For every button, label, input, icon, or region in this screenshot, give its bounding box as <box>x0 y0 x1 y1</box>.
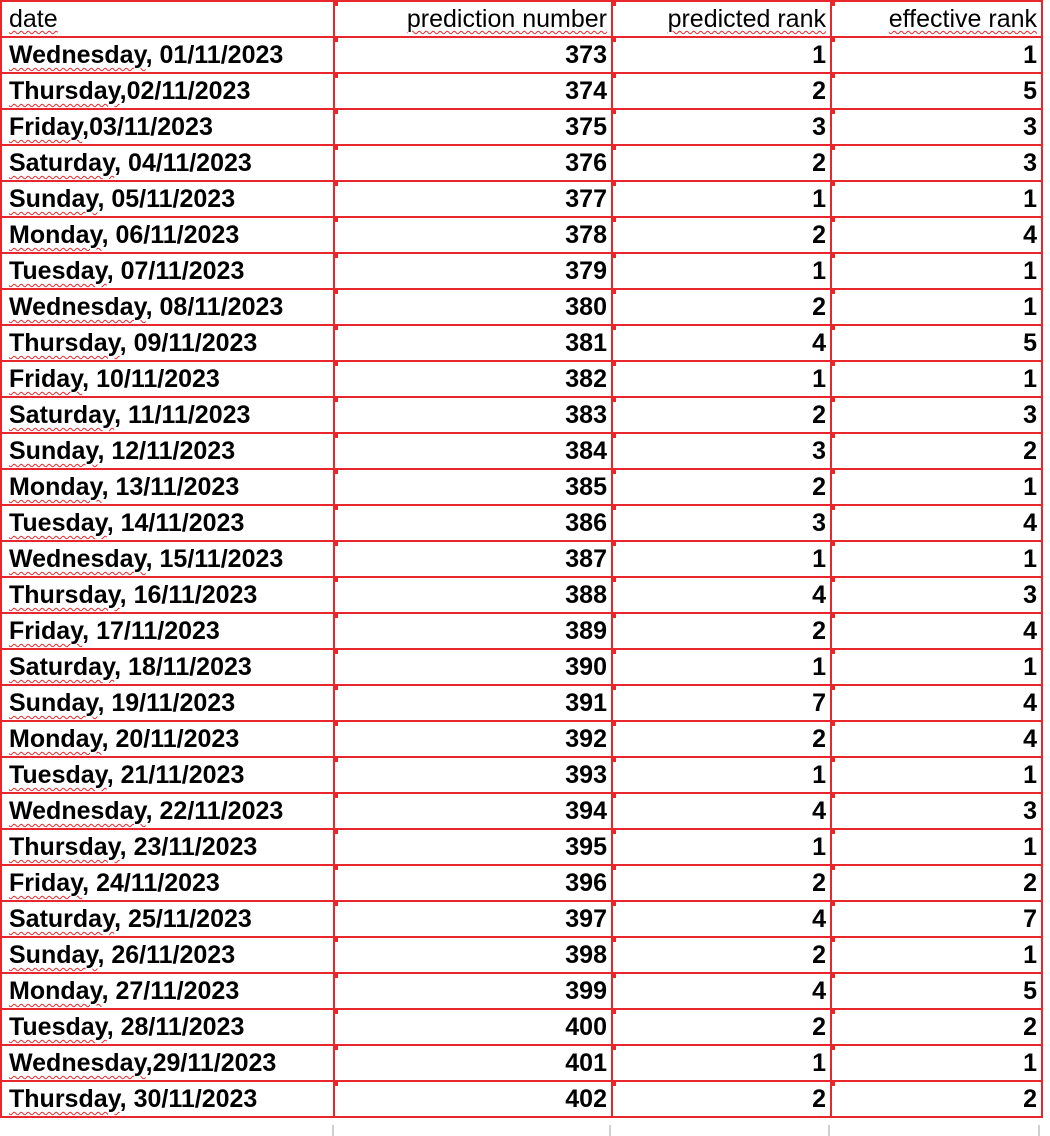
cell-date-value: 18/11/2023 <box>128 653 252 681</box>
cell-date-day: Thursday <box>9 329 120 357</box>
cell-date-day: Wednesday <box>9 41 146 69</box>
cell-prediction-number[interactable]: 386 <box>334 505 612 541</box>
cell-date-value: 30/11/2023 <box>133 1085 258 1113</box>
cell-effective-rank[interactable]: 3 <box>831 397 1042 433</box>
cell-date-value: 12/11/2023 <box>111 437 236 465</box>
cell-prediction-number[interactable]: 373 <box>334 37 612 73</box>
table-row <box>1 397 1042 433</box>
cell-predicted-rank[interactable]: 4 <box>612 325 831 361</box>
table-row <box>1 937 1042 973</box>
cell-prediction-number[interactable]: 391 <box>334 685 612 721</box>
table-row <box>1 289 1042 325</box>
cell-effective-rank[interactable]: 2 <box>831 1081 1042 1117</box>
cell-date[interactable] <box>1 505 334 541</box>
cell-date-value: 08/11/2023 <box>159 293 284 321</box>
cell-predicted-rank[interactable]: 1 <box>612 649 831 685</box>
cell-date-day: Wednesday <box>9 797 146 825</box>
cell-prediction-number[interactable]: 392 <box>334 721 612 757</box>
cell-effective-rank[interactable]: 1 <box>831 937 1042 973</box>
cell-date-value: 11/11/2023 <box>128 401 251 429</box>
cell-predicted-rank[interactable]: 2 <box>612 1009 831 1045</box>
cell-effective-rank[interactable]: 5 <box>831 325 1042 361</box>
cell-date-day: Wednesday <box>9 1049 146 1077</box>
cell-prediction-number[interactable]: 375 <box>334 109 612 145</box>
cell-date-value: 20/11/2023 <box>115 725 240 753</box>
cell-prediction-number[interactable]: 388 <box>334 577 612 613</box>
table-row <box>1 217 1042 253</box>
cell-effective-rank[interactable]: 2 <box>831 433 1042 469</box>
cell-date-separator: , <box>82 869 97 897</box>
cell-date[interactable] <box>1 541 334 577</box>
table-row <box>1 361 1042 397</box>
cell-date[interactable] <box>1 685 334 721</box>
table-row <box>1 973 1042 1009</box>
cell-date-value: 26/11/2023 <box>111 941 236 969</box>
cell-date-separator: , <box>145 797 160 825</box>
cell-date[interactable] <box>1 253 334 289</box>
table-row <box>1 649 1042 685</box>
header-prediction-number[interactable]: prediction number <box>334 1 612 37</box>
cell-date-separator: , <box>106 761 121 789</box>
table-row <box>1 1081 1042 1117</box>
header-effective-rank[interactable]: effective rank <box>831 1 1042 37</box>
cell-date-day: Saturday <box>9 905 115 933</box>
cell-prediction-number[interactable]: 385 <box>334 469 612 505</box>
cell-prediction-number[interactable]: 387 <box>334 541 612 577</box>
cell-effective-rank[interactable]: 1 <box>831 361 1042 397</box>
cell-predicted-rank[interactable]: 1 <box>612 361 831 397</box>
cell-date[interactable] <box>1 1081 334 1117</box>
cell-date-day: Tuesday <box>9 1013 107 1041</box>
cell-prediction-number[interactable]: 389 <box>334 613 612 649</box>
header-row <box>1 1 1042 37</box>
cell-date-separator: , <box>145 545 160 573</box>
cell-date-day: Sunday <box>9 185 98 213</box>
cell-date-value: 23/11/2023 <box>133 833 258 861</box>
cell-date[interactable] <box>1 721 334 757</box>
cell-predicted-rank[interactable]: 2 <box>612 289 831 325</box>
cell-date-day: Tuesday <box>9 257 107 285</box>
cell-date-value: 19/11/2023 <box>111 689 236 717</box>
cell-effective-rank[interactable]: 4 <box>831 613 1042 649</box>
cell-date-separator: , <box>101 221 116 249</box>
table-row <box>1 901 1042 937</box>
cell-date[interactable] <box>1 1045 334 1081</box>
cell-predicted-rank[interactable]: 2 <box>612 397 831 433</box>
cell-date[interactable] <box>1 397 334 433</box>
cell-date-day: Monday <box>9 221 102 249</box>
table-row <box>1 541 1042 577</box>
cell-date-value: 06/11/2023 <box>115 221 240 249</box>
cell-date-separator: , <box>97 689 112 717</box>
cell-date[interactable] <box>1 793 334 829</box>
cell-predicted-rank[interactable]: 1 <box>612 37 831 73</box>
cell-date-value: 04/11/2023 <box>128 149 252 177</box>
cell-predicted-rank[interactable]: 3 <box>612 433 831 469</box>
cell-date-value: 29/11/2023 <box>152 1049 277 1077</box>
cell-effective-rank[interactable]: 2 <box>831 865 1042 901</box>
cell-date[interactable] <box>1 577 334 613</box>
cell-date[interactable] <box>1 613 334 649</box>
table-row <box>1 253 1042 289</box>
cell-date-separator: , <box>101 725 116 753</box>
cell-date-separator: , <box>114 653 129 681</box>
cell-effective-rank[interactable]: 5 <box>831 73 1042 109</box>
cell-prediction-number[interactable]: 390 <box>334 649 612 685</box>
cell-date-value: 15/11/2023 <box>159 545 284 573</box>
cell-date[interactable] <box>1 37 334 73</box>
cell-date-value: 16/11/2023 <box>133 581 258 609</box>
cell-date-day: Friday <box>9 365 83 393</box>
cell-date[interactable] <box>1 937 334 973</box>
cell-date-value: 03/11/2023 <box>89 113 213 141</box>
cell-date-separator: , <box>82 113 90 141</box>
cell-prediction-number[interactable]: 397 <box>334 901 612 937</box>
cell-effective-rank[interactable]: 1 <box>831 757 1042 793</box>
cell-date-separator: , <box>97 185 112 213</box>
cell-date-day: Monday <box>9 725 102 753</box>
cell-predicted-rank[interactable]: 1 <box>612 829 831 865</box>
cell-predicted-rank[interactable]: 2 <box>612 937 831 973</box>
cell-predicted-rank[interactable]: 4 <box>612 577 831 613</box>
cell-prediction-number[interactable]: 393 <box>334 757 612 793</box>
cell-predicted-rank[interactable]: 1 <box>612 757 831 793</box>
header-date[interactable]: date <box>1 1 334 37</box>
cell-date[interactable] <box>1 73 334 109</box>
cell-date[interactable] <box>1 289 334 325</box>
cell-date[interactable] <box>1 865 334 901</box>
cell-effective-rank[interactable]: 3 <box>831 577 1042 613</box>
cell-date-value: 27/11/2023 <box>115 977 240 1005</box>
cell-effective-rank[interactable]: 3 <box>831 793 1042 829</box>
cell-date[interactable] <box>1 433 334 469</box>
cell-date-day: Wednesday <box>9 293 146 321</box>
cell-predicted-rank[interactable]: 2 <box>612 73 831 109</box>
cell-effective-rank[interactable]: 1 <box>831 469 1042 505</box>
cell-effective-rank[interactable]: 2 <box>831 1009 1042 1045</box>
cell-date-day: Tuesday <box>9 761 107 789</box>
table-row <box>1 577 1042 613</box>
cell-date-value: 14/11/2023 <box>120 509 245 537</box>
cell-date[interactable] <box>1 181 334 217</box>
cell-date-day: Friday <box>9 113 83 141</box>
cell-effective-rank[interactable]: 4 <box>831 217 1042 253</box>
cell-date-day: Saturday <box>9 653 115 681</box>
cell-date[interactable] <box>1 1009 334 1045</box>
cell-date-day: Saturday <box>9 401 115 429</box>
table-row <box>1 757 1042 793</box>
cell-effective-rank[interactable]: 1 <box>831 289 1042 325</box>
cell-date[interactable] <box>1 145 334 181</box>
cell-date-day: Thursday <box>9 833 120 861</box>
cell-date-day: Thursday <box>9 1085 120 1113</box>
cell-date-value: 21/11/2023 <box>120 761 245 789</box>
cell-date-value: 01/11/2023 <box>159 41 284 69</box>
cell-predicted-rank[interactable]: 2 <box>612 613 831 649</box>
cell-date-day: Friday <box>9 869 83 897</box>
cell-predicted-rank[interactable]: 7 <box>612 685 831 721</box>
cell-predicted-rank[interactable]: 3 <box>612 505 831 541</box>
cell-date-separator: , <box>119 1085 134 1113</box>
cell-date-separator: , <box>114 149 129 177</box>
cell-prediction-number[interactable]: 401 <box>334 1045 612 1081</box>
cell-prediction-number[interactable]: 395 <box>334 829 612 865</box>
cell-date[interactable] <box>1 325 334 361</box>
cell-date-separator: , <box>106 509 121 537</box>
cell-date-value: 24/11/2023 <box>96 869 220 897</box>
cell-date-day: Monday <box>9 977 102 1005</box>
cell-date-day: Thursday <box>9 581 120 609</box>
cell-date-value: 10/11/2023 <box>96 365 220 393</box>
cell-date-day: Monday <box>9 473 102 501</box>
cell-date-separator: , <box>97 941 112 969</box>
cell-predicted-rank[interactable]: 4 <box>612 973 831 1009</box>
table-row <box>1 865 1042 901</box>
cell-predicted-rank[interactable]: 2 <box>612 865 831 901</box>
next-row-stub <box>0 1125 1050 1136</box>
table-row <box>1 73 1042 109</box>
cell-date-value: 07/11/2023 <box>120 257 245 285</box>
cell-date-separator: , <box>119 833 134 861</box>
cell-prediction-number[interactable]: 376 <box>334 145 612 181</box>
cell-date[interactable] <box>1 217 334 253</box>
cell-predicted-rank[interactable]: 1 <box>612 253 831 289</box>
table-row <box>1 469 1042 505</box>
cell-date-separator: , <box>114 401 129 429</box>
cell-prediction-number[interactable]: 379 <box>334 253 612 289</box>
cell-date-day: Sunday <box>9 437 98 465</box>
cell-date-separator: , <box>119 77 127 105</box>
cell-predicted-rank[interactable]: 2 <box>612 1081 831 1117</box>
cell-date-separator: , <box>82 617 97 645</box>
cell-prediction-number[interactable]: 374 <box>334 73 612 109</box>
cell-prediction-number[interactable]: 383 <box>334 397 612 433</box>
cell-date-separator: , <box>114 905 129 933</box>
cell-date-separator: , <box>119 329 134 357</box>
cell-date[interactable] <box>1 829 334 865</box>
cell-predicted-rank[interactable]: 4 <box>612 901 831 937</box>
cell-date-value: 02/11/2023 <box>126 77 251 105</box>
cell-prediction-number[interactable]: 394 <box>334 793 612 829</box>
cell-effective-rank[interactable]: 4 <box>831 721 1042 757</box>
cell-prediction-number[interactable]: 400 <box>334 1009 612 1045</box>
table-row <box>1 793 1042 829</box>
cell-predicted-rank[interactable]: 1 <box>612 181 831 217</box>
table-row <box>1 37 1042 73</box>
cell-effective-rank[interactable]: 1 <box>831 37 1042 73</box>
cell-effective-rank[interactable]: 1 <box>831 181 1042 217</box>
table-row <box>1 145 1042 181</box>
cell-effective-rank[interactable]: 1 <box>831 541 1042 577</box>
cell-prediction-number[interactable]: 398 <box>334 937 612 973</box>
cell-date[interactable] <box>1 469 334 505</box>
table-row <box>1 613 1042 649</box>
cell-date-separator: , <box>97 437 112 465</box>
cell-prediction-number[interactable]: 381 <box>334 325 612 361</box>
cell-date-separator: , <box>101 977 116 1005</box>
cell-date[interactable] <box>1 973 334 1009</box>
cell-prediction-number[interactable]: 378 <box>334 217 612 253</box>
cell-effective-rank[interactable]: 3 <box>831 145 1042 181</box>
cell-predicted-rank[interactable]: 1 <box>612 1045 831 1081</box>
cell-date-day: Sunday <box>9 689 98 717</box>
cell-effective-rank[interactable]: 5 <box>831 973 1042 1009</box>
table-row <box>1 685 1042 721</box>
cell-prediction-number[interactable]: 402 <box>334 1081 612 1117</box>
cell-date-value: 13/11/2023 <box>115 473 240 501</box>
table-row <box>1 721 1042 757</box>
cell-effective-rank[interactable]: 4 <box>831 685 1042 721</box>
cell-date-value: 09/11/2023 <box>133 329 258 357</box>
cell-date-separator: , <box>145 1049 153 1077</box>
table-row <box>1 109 1042 145</box>
table-row <box>1 181 1042 217</box>
table-row <box>1 1045 1042 1081</box>
cell-date-day: Saturday <box>9 149 115 177</box>
cell-prediction-number[interactable]: 384 <box>334 433 612 469</box>
cell-date[interactable] <box>1 361 334 397</box>
cell-effective-rank[interactable]: 4 <box>831 505 1042 541</box>
cell-date-separator: , <box>145 293 160 321</box>
cell-effective-rank[interactable]: 1 <box>831 1045 1042 1081</box>
cell-effective-rank[interactable]: 1 <box>831 829 1042 865</box>
cell-predicted-rank[interactable]: 2 <box>612 145 831 181</box>
cell-predicted-rank[interactable]: 2 <box>612 469 831 505</box>
cell-date-value: 22/11/2023 <box>159 797 284 825</box>
cell-date[interactable] <box>1 649 334 685</box>
cell-date[interactable] <box>1 901 334 937</box>
cell-date-separator: , <box>119 581 134 609</box>
header-predicted-rank[interactable]: predicted rank <box>612 1 831 37</box>
cell-date-separator: , <box>101 473 116 501</box>
cell-date-day: Thursday <box>9 77 120 105</box>
cell-effective-rank[interactable]: 1 <box>831 253 1042 289</box>
cell-prediction-number[interactable]: 380 <box>334 289 612 325</box>
cell-date-day: Tuesday <box>9 509 107 537</box>
table-row <box>1 829 1042 865</box>
table-row <box>1 433 1042 469</box>
table-row <box>1 1009 1042 1045</box>
cell-predicted-rank[interactable]: 2 <box>612 217 831 253</box>
cell-prediction-number[interactable]: 382 <box>334 361 612 397</box>
cell-date-day: Sunday <box>9 941 98 969</box>
cell-prediction-number[interactable]: 377 <box>334 181 612 217</box>
cell-predicted-rank[interactable]: 2 <box>612 721 831 757</box>
cell-date[interactable] <box>1 109 334 145</box>
cell-date-day: Friday <box>9 617 83 645</box>
cell-date-value: 05/11/2023 <box>111 185 236 213</box>
cell-predicted-rank[interactable]: 4 <box>612 793 831 829</box>
cell-date-value: 25/11/2023 <box>128 905 252 933</box>
cell-date[interactable] <box>1 757 334 793</box>
table-row <box>1 505 1042 541</box>
cell-predicted-rank[interactable]: 1 <box>612 541 831 577</box>
cell-effective-rank[interactable]: 1 <box>831 649 1042 685</box>
cell-date-value: 28/11/2023 <box>120 1013 245 1041</box>
cell-prediction-number[interactable]: 399 <box>334 973 612 1009</box>
table-row <box>1 325 1042 361</box>
cell-date-separator: , <box>82 365 97 393</box>
cell-date-separator: , <box>106 257 121 285</box>
cell-effective-rank[interactable]: 3 <box>831 109 1042 145</box>
cell-date-separator: , <box>145 41 160 69</box>
cell-date-separator: , <box>106 1013 121 1041</box>
cell-date-day: Wednesday <box>9 545 146 573</box>
cell-predicted-rank[interactable]: 3 <box>612 109 831 145</box>
cell-prediction-number[interactable]: 396 <box>334 865 612 901</box>
cell-effective-rank[interactable]: 7 <box>831 901 1042 937</box>
cell-date-value: 17/11/2023 <box>96 617 220 645</box>
